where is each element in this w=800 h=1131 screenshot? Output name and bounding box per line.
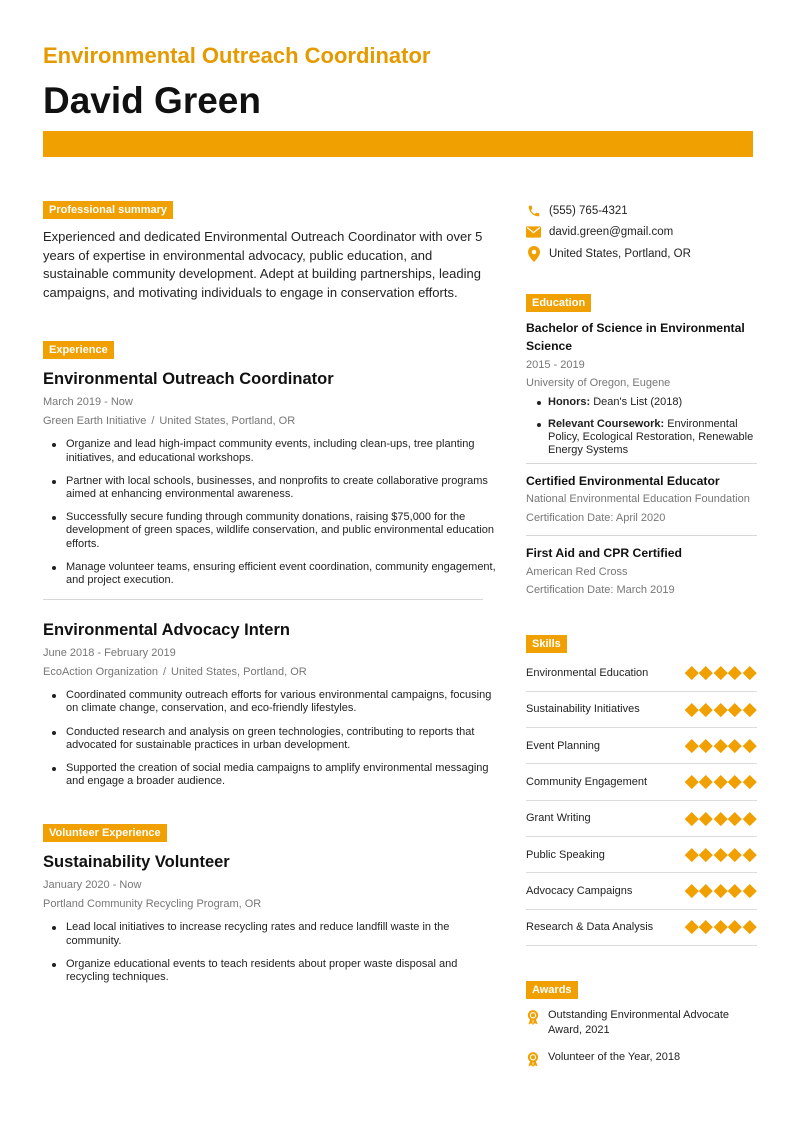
rating-diamond-icon: [728, 848, 741, 861]
rating-diamond-icon: [743, 775, 756, 788]
contact-email: [526, 222, 758, 244]
email-icon: [526, 225, 541, 240]
rating-diamond-icon: [728, 921, 741, 934]
job-bullets: [43, 689, 498, 788]
education-details: [526, 396, 758, 457]
job-dates: June 2018 - February 2019: [43, 647, 176, 660]
skill-rating: [686, 777, 756, 787]
certification-entry: [526, 472, 758, 528]
rating-diamond-icon: [685, 703, 698, 716]
skill-row: [526, 728, 757, 764]
skill-row: [526, 764, 757, 800]
skill-rating: [686, 886, 756, 896]
volunteer-heading: Volunteer Experience: [43, 824, 167, 842]
skills-heading: Skills: [526, 635, 567, 653]
list-item: Manage volunteer teams, ensuring efficient event coordination, community engagement, and project execution.: [43, 561, 498, 587]
rating-diamond-icon: [714, 812, 727, 825]
header-banner: [43, 131, 753, 157]
job-title: Environmental Advocacy Intern: [43, 621, 290, 640]
list-item: Organize educational events to teach residents about proper waste disposal and recycling techniques.: [43, 958, 498, 984]
education-heading: Education: [526, 294, 591, 312]
skill-name: Advocacy Campaigns: [526, 884, 633, 897]
rating-diamond-icon: [743, 848, 756, 861]
job-location: United States, Portland, OR: [159, 415, 296, 428]
degree-title: Bachelor of Science in Environmental Science: [526, 320, 745, 353]
rating-diamond-icon: [714, 703, 727, 716]
rating-diamond-icon: [685, 884, 698, 897]
volunteer-bullets: [43, 921, 498, 984]
skill-row: [526, 656, 757, 692]
award-item: [526, 1050, 758, 1073]
rating-diamond-icon: [728, 884, 741, 897]
job-dates: March 2019 - Now: [43, 396, 133, 409]
rating-diamond-icon: [728, 812, 741, 825]
job-entry: [43, 370, 498, 587]
rating-diamond-icon: [685, 666, 698, 679]
rating-diamond-icon: [699, 848, 712, 861]
honors-value: Dean's List (2018): [593, 395, 683, 408]
job-org-line: [43, 665, 498, 679]
job-org-line: [43, 414, 498, 428]
skill-row: [526, 801, 757, 837]
volunteer-title: Sustainability Volunteer: [43, 853, 230, 872]
cert-title: First Aid and CPR Certified: [526, 546, 682, 560]
skill-rating: [686, 814, 756, 824]
job-entry: [43, 621, 498, 788]
rating-diamond-icon: [699, 739, 712, 752]
rating-diamond-icon: [685, 921, 698, 934]
rating-diamond-icon: [743, 884, 756, 897]
awards-heading: Awards: [526, 981, 578, 999]
skill-rating: [686, 668, 756, 678]
contact-location: [526, 243, 758, 265]
list-item: [526, 396, 758, 409]
rating-diamond-icon: [685, 848, 698, 861]
list-item: Successfully secure funding through community donations, raising $75,000 for the development of green spaces, wildlife conservation, and public environmental education efforts.: [43, 511, 498, 551]
job-bullets: [43, 438, 498, 587]
contact-block: [526, 200, 758, 265]
rating-diamond-icon: [743, 921, 756, 934]
rating-diamond-icon: [699, 666, 712, 679]
list-item: Lead local initiatives to increase recycling rates and reduce landfill waste in the community.: [43, 921, 498, 947]
cert-issuer: National Environmental Education Foundation: [526, 493, 750, 505]
rating-diamond-icon: [714, 848, 727, 861]
list-item: Organize and lead high-impact community events, including clean-ups, tree planting initiatives, and educational workshops.: [43, 438, 498, 464]
rating-diamond-icon: [714, 739, 727, 752]
list-item: Conducted research and analysis on green technologies, contributing to reports that advocated for sustainable practices in urban development.: [43, 726, 498, 752]
award-item: [526, 1008, 758, 1039]
skill-name: Event Planning: [526, 739, 600, 752]
medal-icon: [526, 1008, 541, 1039]
rating-diamond-icon: [699, 703, 712, 716]
rating-diamond-icon: [743, 812, 756, 825]
certification-entry: [526, 544, 758, 600]
rating-diamond-icon: [699, 775, 712, 788]
skill-rating: [686, 741, 756, 751]
contact-phone: [526, 200, 758, 222]
skill-row: [526, 873, 757, 909]
skills-list: [526, 656, 758, 946]
coursework-label: Relevant Coursework:: [548, 417, 665, 430]
rating-diamond-icon: [714, 884, 727, 897]
rating-diamond-icon: [714, 775, 727, 788]
skill-name: Grant Writing: [526, 812, 591, 825]
rating-diamond-icon: [685, 775, 698, 788]
rating-diamond-icon: [743, 666, 756, 679]
list-item: Partner with local schools, businesses, and nonprofits to create collaborative programs aimed at enhancing environmental awareness.: [43, 475, 498, 501]
skill-name: Community Engagement: [526, 776, 648, 789]
right-column: [526, 200, 758, 1084]
skill-name: Sustainability Initiatives: [526, 703, 640, 716]
rating-diamond-icon: [685, 739, 698, 752]
degree-years: 2015 - 2019: [526, 358, 585, 371]
skill-name: Research & Data Analysis: [526, 921, 654, 934]
rating-diamond-icon: [685, 812, 698, 825]
separator: /: [162, 666, 167, 679]
rating-diamond-icon: [728, 666, 741, 679]
job-title: Environmental Outreach Coordinator: [43, 370, 334, 389]
rating-diamond-icon: [699, 884, 712, 897]
summary-text: Experienced and dedicated Environmental Outreach Coordinator with over 5 years of expertise in environmental advocacy, public education, and sustainable community development. Adept at building partnerships, leading campaigns, and motivating individuals to engage in conservation efforts.: [43, 229, 483, 300]
rating-diamond-icon: [699, 812, 712, 825]
list-item: Coordinated community outreach efforts for various environmental campaigns, focusing on climate change, conservation, and eco-friendly lifestyles.: [43, 689, 498, 715]
rating-diamond-icon: [714, 921, 727, 934]
phone-text: (555) 765-4321: [549, 204, 628, 217]
divider: [43, 599, 483, 600]
phone-icon: [526, 203, 541, 218]
rating-diamond-icon: [728, 739, 741, 752]
resume-job-title: Environmental Outreach Coordinator: [43, 43, 431, 68]
degree-school: University of Oregon, Eugene: [526, 377, 671, 389]
email-text: david.green@gmail.com: [549, 226, 674, 239]
location-text: United States, Portland, OR: [549, 247, 691, 260]
volunteer-org: Portland Community Recycling Program, OR: [43, 898, 262, 911]
awards-list: [526, 1008, 758, 1073]
cert-date: Certification Date: April 2020: [526, 511, 666, 524]
volunteer-entry: [43, 853, 498, 984]
skill-rating: [686, 705, 756, 715]
skill-name: Public Speaking: [526, 848, 605, 861]
cert-title: Certified Environmental Educator: [526, 473, 720, 488]
location-pin-icon: [526, 246, 541, 261]
left-column: [43, 200, 498, 994]
cert-issuer: American Red Cross: [526, 565, 628, 578]
job-org: Green Earth Initiative: [43, 415, 147, 428]
volunteer-dates: January 2020 - Now: [43, 879, 142, 892]
divider: [526, 535, 757, 536]
skill-row: [526, 837, 757, 873]
job-location: United States, Portland, OR: [171, 666, 307, 679]
summary-heading: Professional summary: [43, 201, 173, 219]
medal-icon: [526, 1050, 541, 1073]
experience-heading: Experience: [43, 341, 114, 359]
cert-date: Certification Date: March 2019: [526, 584, 675, 596]
job-org: EcoAction Organization: [43, 666, 158, 679]
skill-row: [526, 692, 757, 728]
rating-diamond-icon: [699, 921, 712, 934]
resume-name: David Green: [43, 80, 261, 121]
award-text: Outstanding Environmental Advocate Award, 2021: [548, 1008, 730, 1037]
separator: /: [151, 415, 155, 428]
rating-diamond-icon: [743, 739, 756, 752]
skill-name: Environmental Education: [526, 667, 649, 680]
award-text: Volunteer of the Year, 2018: [548, 1051, 681, 1064]
skill-rating: [686, 850, 756, 860]
coursework-value: Environmental Policy, Ecological Restoration, Renewable Energy Systems: [548, 417, 754, 456]
honors-label: Honors:: [548, 395, 591, 408]
rating-diamond-icon: [728, 703, 741, 716]
divider: [526, 463, 757, 464]
rating-diamond-icon: [714, 666, 727, 679]
education-entry: [526, 319, 758, 457]
skill-rating: [686, 922, 756, 932]
list-item: [526, 418, 758, 457]
rating-diamond-icon: [728, 775, 741, 788]
list-item: Supported the creation of social media campaigns to amplify environmental messaging and engage a broader audience.: [43, 762, 498, 788]
skill-row: [526, 910, 757, 946]
rating-diamond-icon: [743, 703, 756, 716]
